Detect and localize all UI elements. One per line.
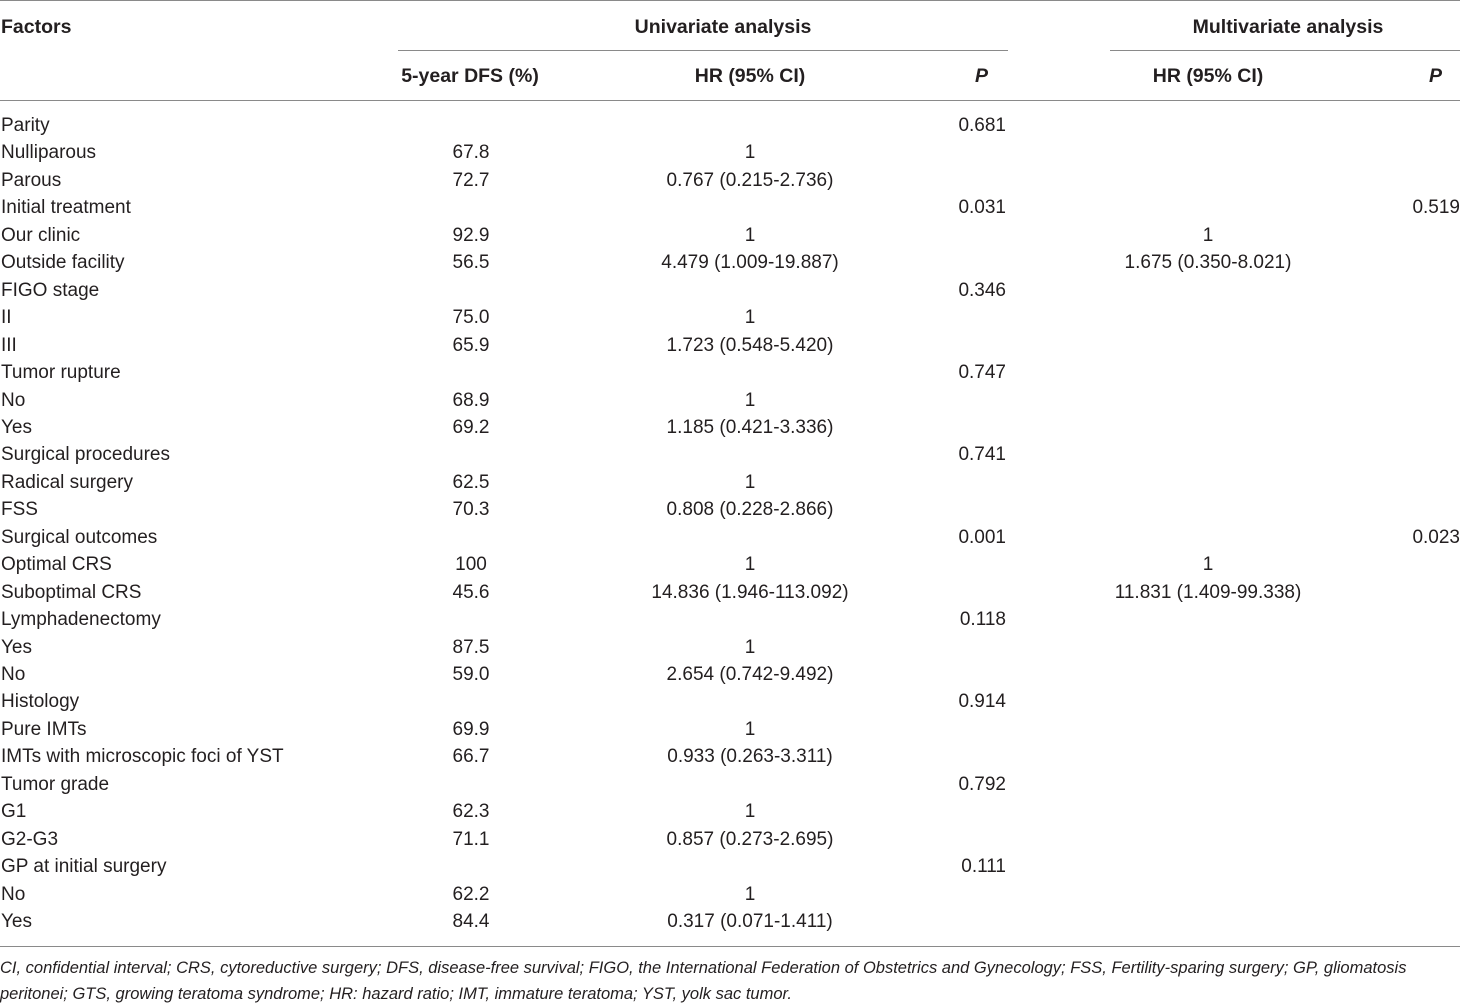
cell-hr-univariate: 1 (744, 718, 756, 740)
cell-p-univariate: 0.747 (958, 362, 1006, 384)
cell-factor: Yes (1, 416, 32, 438)
cell-factor: Our clinic (1, 224, 81, 246)
cell-p-univariate: 0.111 (961, 856, 1006, 878)
table-top-rule (0, 0, 1460, 1)
cell-factor: Initial treatment (1, 197, 131, 219)
cell-factor: Lymphadenectomy (1, 609, 161, 631)
cell-factor: Yes (1, 636, 32, 658)
cell-factor: No (1, 664, 26, 685)
cell-hr-multivariate: 1 (1202, 554, 1214, 576)
cell-factor: Suboptimal CRS (1, 581, 142, 603)
cell-hr-univariate: 1.723 (0.548-5.420) (666, 334, 834, 356)
cell-factor: FIGO stage (1, 279, 100, 301)
cell-dfs: 100 (455, 554, 487, 576)
cell-hr-univariate: 1.185 (0.421-3.336) (666, 416, 834, 438)
cell-dfs: 87.5 (452, 636, 490, 658)
cell-factor: Parity (1, 115, 50, 136)
cell-dfs: 59.0 (452, 664, 490, 685)
cell-hr-univariate: 4.479 (1.009-19.887) (661, 252, 839, 274)
cell-dfs: 84.4 (452, 911, 490, 933)
cell-hr-univariate: 0.808 (0.228-2.866) (666, 499, 834, 521)
header-bottom-rule (0, 100, 1460, 101)
header-p-multivariate: P (1428, 65, 1442, 87)
cell-hr-univariate: 1 (744, 224, 756, 246)
cell-factor: Surgical procedures (1, 444, 170, 466)
header-dfs: 5-year DFS (%) (401, 65, 539, 87)
univariate-group-rule (398, 50, 1008, 51)
cell-factor: G2-G3 (1, 828, 59, 850)
cell-hr-univariate: 1 (744, 389, 756, 411)
cell-factor: Parous (1, 169, 62, 191)
cell-dfs: 69.9 (452, 718, 490, 740)
cell-dfs: 62.5 (452, 471, 490, 493)
cell-dfs: 92.9 (452, 224, 490, 246)
header-hr-univariate: HR (95% CI) (694, 65, 806, 87)
cell-hr-multivariate: 11.831 (1.409-99.338) (1114, 581, 1302, 603)
cell-hr-univariate: 1 (744, 142, 756, 164)
cell-p-univariate: 0.031 (958, 197, 1006, 219)
cell-dfs: 56.5 (452, 252, 490, 274)
cell-dfs: 72.7 (452, 169, 490, 191)
cell-dfs: 71.1 (452, 828, 490, 850)
cell-p-univariate: 0.001 (958, 526, 1006, 548)
cell-factor: Yes (1, 911, 32, 933)
cell-hr-univariate: 0.317 (0.071-1.411) (667, 911, 833, 933)
cell-p-multivariate: 0.519 (1412, 197, 1460, 219)
cell-p-univariate: 0.914 (958, 691, 1006, 713)
cell-factor: No (1, 883, 26, 905)
cell-factor: Tumor grade (1, 773, 110, 795)
header-factors: Factors (1, 16, 72, 38)
cell-factor: GP at initial surgery (1, 856, 167, 878)
cell-p-univariate: 0.118 (959, 609, 1006, 631)
cell-dfs: 70.3 (452, 499, 490, 521)
cell-factor: Outside facility (1, 252, 125, 274)
cell-dfs: 45.6 (452, 581, 490, 603)
header-p-univariate: P (974, 65, 988, 87)
cell-p-univariate: 0.741 (958, 444, 1006, 466)
cell-factor: IMTs with microscopic foci of YST (1, 746, 284, 768)
cell-p-univariate: 0.681 (958, 115, 1006, 136)
cell-dfs: 67.8 (452, 142, 490, 164)
cell-hr-univariate: 0.767 (0.215-2.736) (666, 169, 834, 191)
cell-p-univariate: 0.792 (958, 773, 1006, 795)
cell-hr-univariate: 2.654 (0.742-9.492) (666, 664, 834, 685)
cell-hr-univariate: 1 (744, 883, 756, 905)
cell-hr-univariate: 1 (744, 636, 756, 658)
cell-hr-multivariate: 1.675 (0.350-8.021) (1124, 252, 1292, 274)
cell-p-multivariate: 0.023 (1412, 526, 1460, 548)
cell-dfs: 62.3 (452, 801, 490, 823)
cell-factor: II (1, 307, 12, 329)
cell-factor: FSS (1, 499, 38, 521)
cell-dfs: 68.9 (452, 389, 490, 411)
cell-factor: III (1, 334, 17, 356)
cell-dfs: 66.7 (452, 746, 490, 768)
cell-hr-univariate: 1 (744, 471, 756, 493)
cell-factor: Histology (1, 691, 80, 713)
cell-hr-univariate: 1 (744, 554, 756, 576)
cell-hr-univariate: 1 (744, 801, 756, 823)
header-univariate: Univariate analysis (634, 16, 812, 38)
cell-p-univariate: 0.346 (958, 279, 1006, 301)
cell-hr-univariate: 1 (744, 307, 756, 329)
header-hr-multivariate: HR (95% CI) (1152, 65, 1264, 87)
cell-factor: Radical surgery (1, 471, 133, 493)
cell-dfs: 65.9 (452, 334, 490, 356)
multivariate-group-rule (1110, 50, 1460, 51)
cell-dfs: 62.2 (452, 883, 490, 905)
cell-factor: Surgical outcomes (1, 526, 158, 548)
table-bottom-rule (0, 946, 1460, 947)
cell-factor: Nulliparous (1, 142, 97, 164)
header-multivariate: Multivariate analysis (1192, 16, 1384, 38)
cell-hr-univariate: 0.933 (0.263-3.311) (667, 746, 833, 768)
cell-factor: G1 (1, 801, 27, 823)
cell-factor: Optimal CRS (1, 554, 112, 576)
cell-hr-univariate: 14.836 (1.946-113.092) (651, 581, 849, 603)
cell-hr-multivariate: 1 (1202, 224, 1214, 246)
cell-dfs: 75.0 (452, 307, 490, 329)
cell-factor: Tumor rupture (1, 362, 121, 384)
table-footnote: CI, confidential interval; CRS, cytoreductive surgery; DFS, disease-free survival; FIGO, the International Federation of Obstetrics and Gynecology; FSS, Fertility-sparing surgery; GP, gliomatosis peritonei; GTS, growing teratoma syndrome; HR: hazard ratio; IMT, immature teratoma; YST, yolk sac tumor. (0, 959, 1407, 1003)
cell-factor: No (1, 389, 26, 411)
cell-dfs: 69.2 (452, 416, 490, 438)
cell-factor: Pure IMTs (1, 718, 87, 740)
cell-hr-univariate: 0.857 (0.273-2.695) (666, 828, 834, 850)
